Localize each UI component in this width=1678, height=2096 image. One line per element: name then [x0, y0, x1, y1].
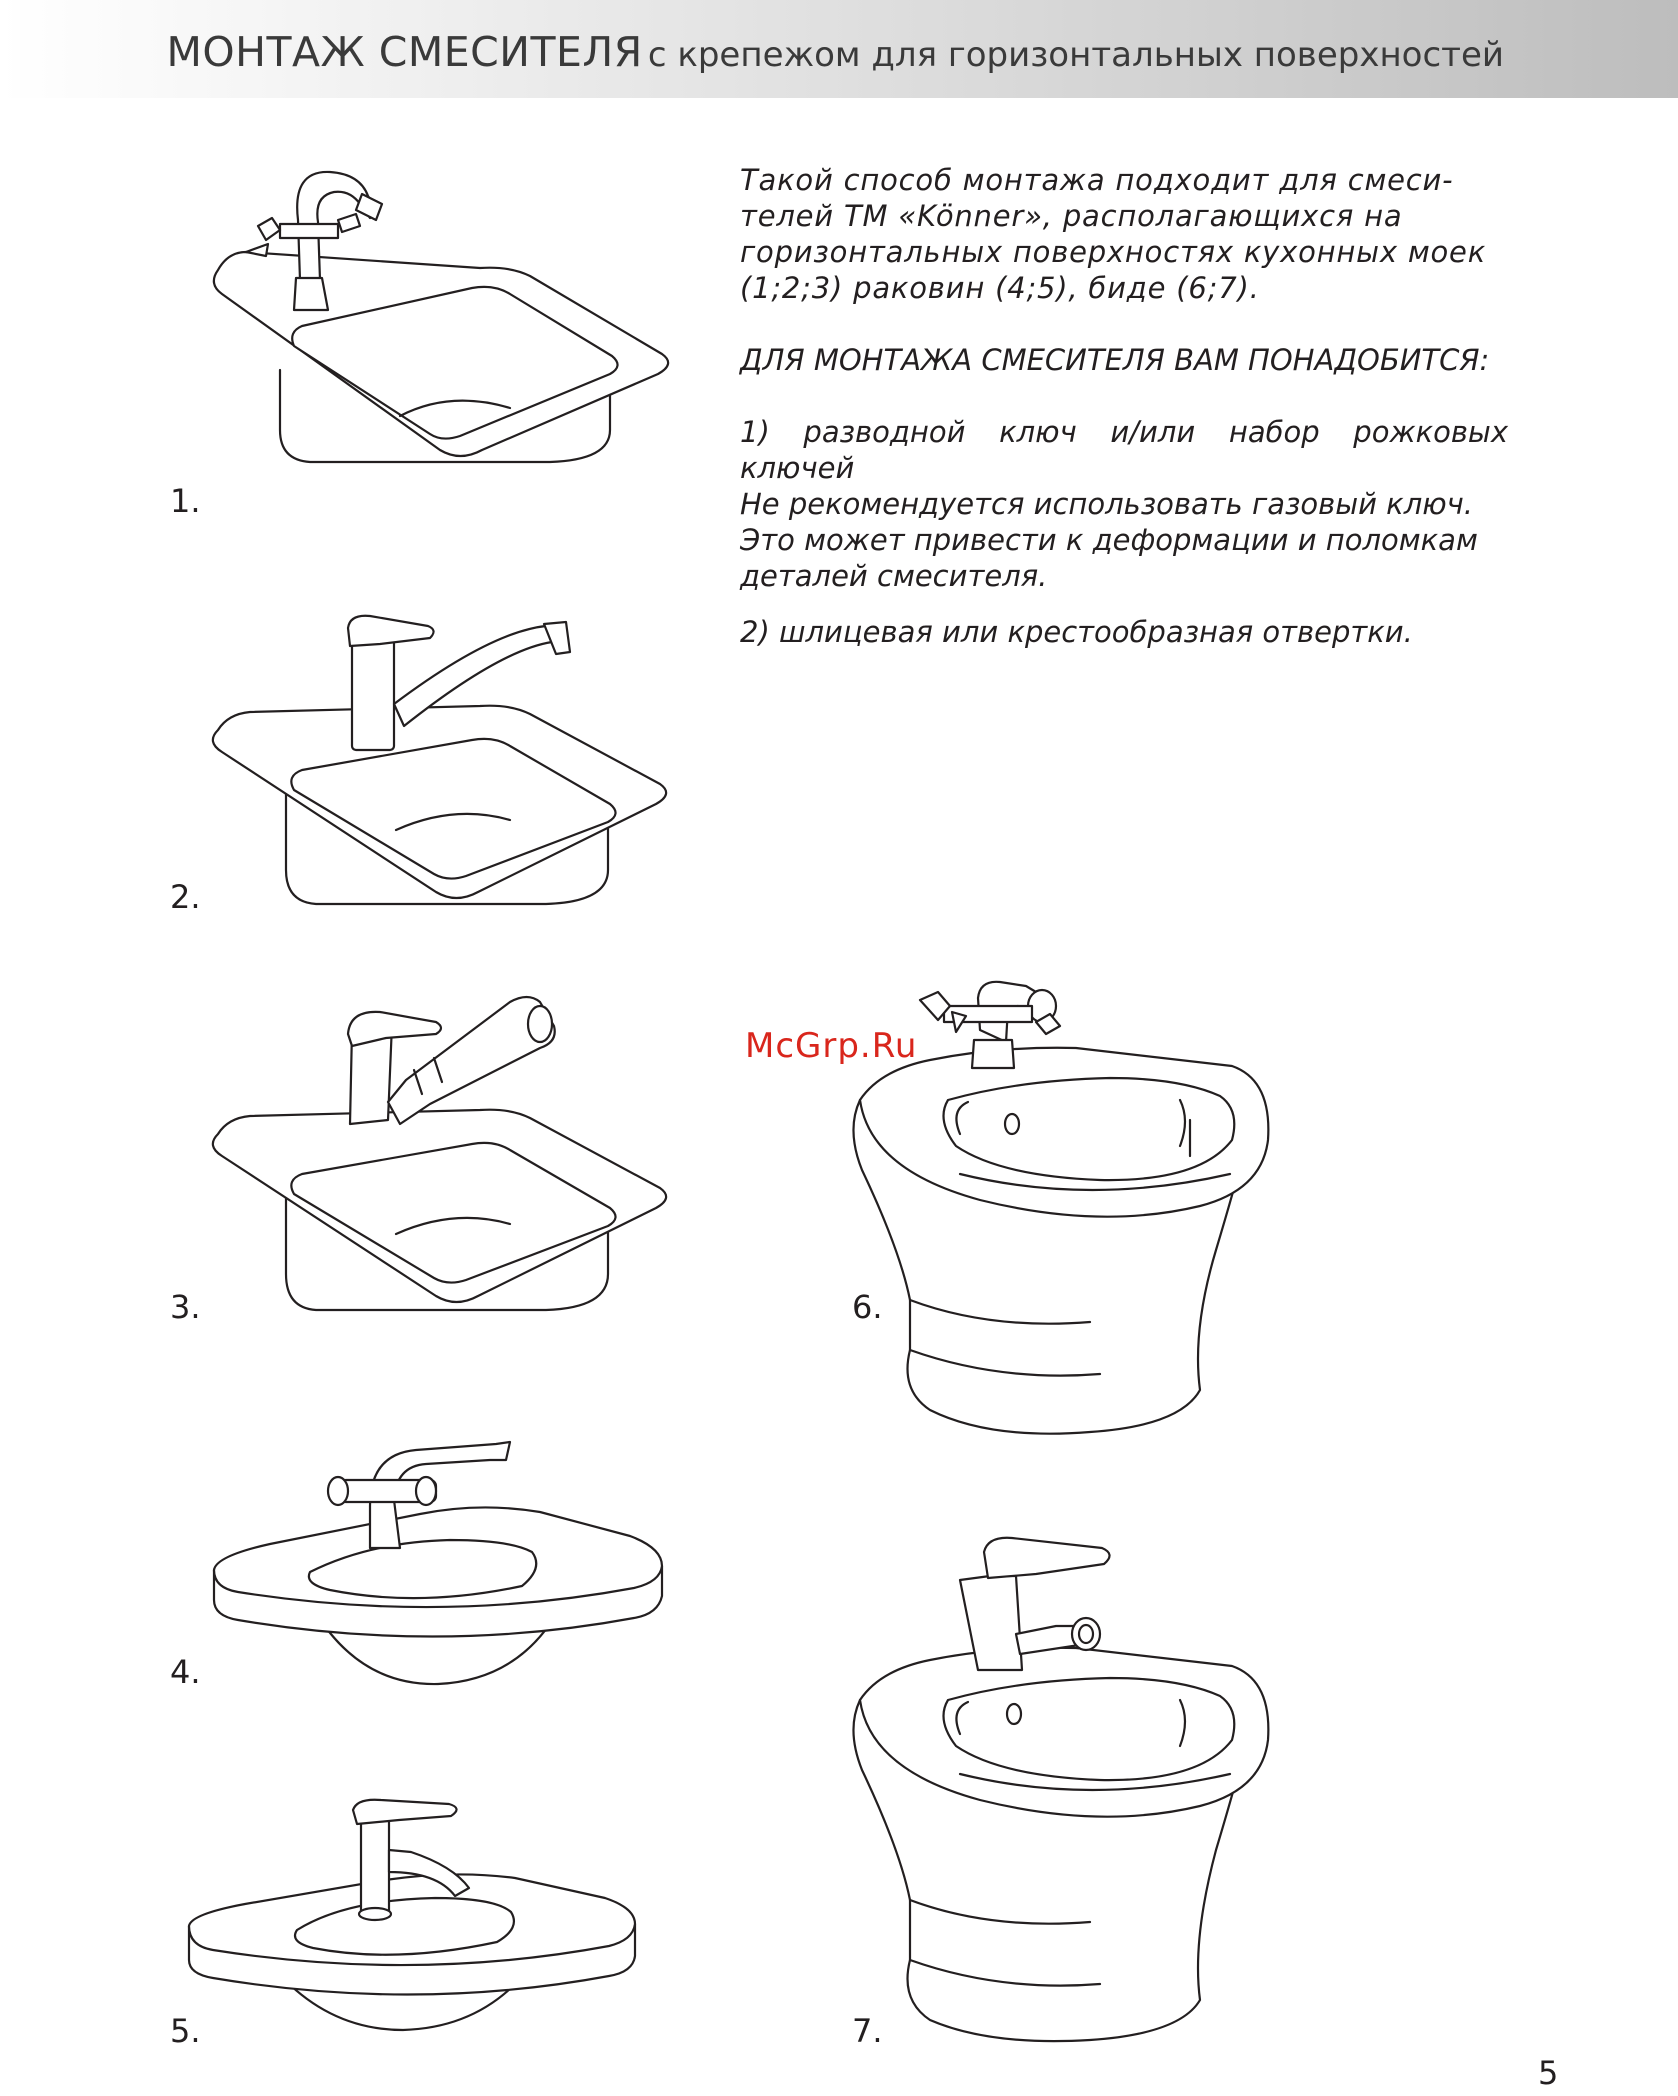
header-title-sub: с крепежом для горизонтальных поверхностей	[647, 35, 1504, 75]
tool-item-1-line-4: деталей смесителя.	[740, 559, 1048, 593]
figure-label-1: 1.	[170, 482, 201, 520]
bidet-illustration-7	[840, 1530, 1320, 2050]
figure-label-5: 5.	[170, 2012, 201, 2050]
figure-label-2: 2.	[170, 878, 201, 916]
figure-label-4: 4.	[170, 1653, 201, 1691]
tool-item-1-line-1: 1) разводной ключ и/или набор рожковых ключей	[740, 415, 1508, 485]
intro-line-2: телей ТМ «Könner», располагающихся на	[740, 199, 1403, 233]
kitchen-sink-illustration-2	[210, 608, 680, 918]
figure-label-6: 6.	[852, 1288, 883, 1326]
intro-line-1: Такой способ монтажа подходит для смеси-	[740, 163, 1454, 197]
intro-line-4: (1;2;3) раковин (4;5), биде (6;7).	[740, 271, 1260, 305]
tools-heading: ДЛЯ МОНТАЖА СМЕСИТЕЛЯ ВАМ ПОНАДОБИТСЯ:	[740, 343, 1490, 377]
header-title	[166, 28, 1504, 76]
kitchen-sink-illustration-3	[210, 984, 680, 1324]
figure-label-3: 3.	[170, 1288, 201, 1326]
tool-item-1-line-2: Не рекомендуется использовать газовый ключ.	[740, 487, 1474, 521]
washbasin-illustration-4	[210, 1440, 670, 1700]
tool-item-2: 2) шлицевая или крестообразная отвертки.	[740, 615, 1413, 649]
instructions-text	[740, 162, 1508, 650]
kitchen-sink-illustration-1	[210, 160, 680, 520]
header-title-main: МОНТАЖ СМЕСИТЕЛЯ	[166, 28, 643, 76]
page-number: 5	[1538, 2054, 1559, 2092]
intro-line-3: горизонтальных поверхностях кухонных моек	[740, 235, 1487, 269]
page-header	[0, 0, 1678, 98]
washbasin-illustration-5	[185, 1780, 645, 2040]
figure-label-7: 7.	[852, 2012, 883, 2050]
watermark: McGrp.Ru	[745, 1026, 918, 1066]
tool-item-1-line-3: Это может привести к деформации и поломкам	[740, 523, 1478, 557]
